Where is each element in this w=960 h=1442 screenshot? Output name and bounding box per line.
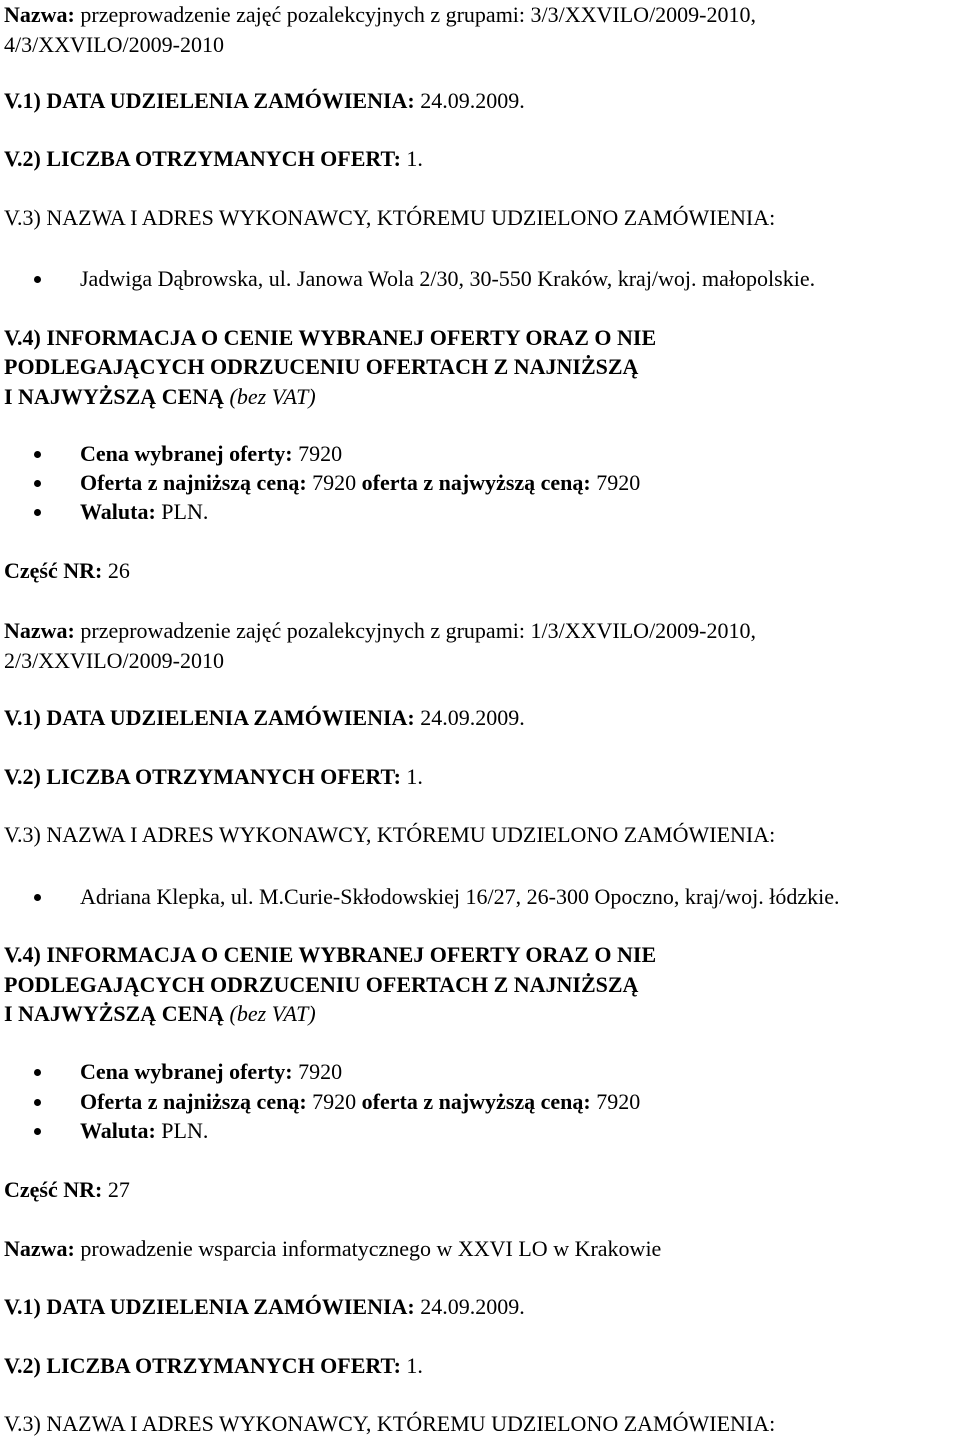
bullet-icon xyxy=(34,1069,41,1076)
oferta-ceny-item xyxy=(80,470,640,496)
bullet-icon xyxy=(34,276,41,283)
data-udzielenia-label: V.1) DATA UDZIELENIA ZAMÓWIENIA: xyxy=(4,1294,415,1319)
cena-wybranej-item xyxy=(80,441,342,467)
wykonawca-heading: V.3) NAZWA I ADRES WYKONAWCY, KTÓREMU UDZIELONO ZAMÓWIENIA: xyxy=(4,822,776,847)
cena-wybranej-label: Cena wybranej oferty: xyxy=(80,1059,293,1084)
waluta-value: PLN. xyxy=(161,1118,209,1143)
cena-wybranej-item xyxy=(80,1059,342,1085)
oferta-najwyzsza-label: oferta z najwyższą ceną: xyxy=(361,1089,591,1114)
waluta-label: Waluta: xyxy=(80,1118,156,1143)
wykonawca-heading: V.3) NAZWA I ADRES WYKONAWCY, KTÓREMU UDZIELONO ZAMÓWIENIA: xyxy=(4,205,776,230)
informacja-cena-heading-3 xyxy=(4,1001,316,1027)
oferta-najnizsza-label: Oferta z najniższą ceną: xyxy=(80,1089,307,1114)
bullet-icon xyxy=(34,451,41,458)
nazwa-value: prowadzenie wsparcia informatycznego w XXVI LO w Krakowie xyxy=(80,1236,662,1261)
data-udzielenia-label: V.1) DATA UDZIELENIA ZAMÓWIENIA: xyxy=(4,705,415,730)
bullet-icon xyxy=(34,480,41,487)
nazwa-line xyxy=(4,618,756,644)
bullet-icon xyxy=(34,1099,41,1106)
nazwa-value: przeprowadzenie zajęć pozalekcyjnych z grupami: 1/3/XXVILO/2009-2010, xyxy=(80,618,757,643)
wykonawca-heading: V.3) NAZWA I ADRES WYKONAWCY, KTÓREMU UDZIELONO ZAMÓWIENIA: xyxy=(4,1411,776,1436)
oferta-najwyzsza-value: 7920 xyxy=(596,470,641,495)
liczba-ofert-line xyxy=(4,146,423,172)
waluta-label: Waluta: xyxy=(80,499,156,524)
oferta-ceny-item xyxy=(80,1089,640,1115)
data-udzielenia-value: 24.09.2009. xyxy=(420,88,525,113)
wykonawca-item xyxy=(80,884,839,910)
nazwa-line xyxy=(4,1236,661,1262)
liczba-ofert-line xyxy=(4,1353,423,1379)
informacja-cena-heading-2: PODLEGAJĄCYCH ODRZUCENIU OFERTACH Z NAJNIŻSZĄ xyxy=(4,354,639,379)
liczba-ofert-label: V.2) LICZBA OTRZYMANYCH OFERT: xyxy=(4,146,401,171)
nazwa-label: Nazwa: xyxy=(4,618,75,643)
informacja-cena-heading-1: V.4) INFORMACJA O CENIE WYBRANEJ OFERTY ORAZ O NIE xyxy=(4,942,657,967)
nazwa-label: Nazwa: xyxy=(4,1236,75,1261)
cena-wybranej-value: 7920 xyxy=(298,1059,343,1084)
waluta-item xyxy=(80,499,208,525)
waluta-value: PLN. xyxy=(161,499,209,524)
liczba-ofert-value: 1. xyxy=(406,764,423,789)
oferta-najwyzsza-value: 7920 xyxy=(596,1089,641,1114)
czesc-nr-label: Część NR: xyxy=(4,1177,103,1202)
data-udzielenia-label: V.1) DATA UDZIELENIA ZAMÓWIENIA: xyxy=(4,88,415,113)
oferta-najnizsza-label: Oferta z najniższą ceną: xyxy=(80,470,307,495)
liczba-ofert-label: V.2) LICZBA OTRZYMANYCH OFERT: xyxy=(4,764,401,789)
data-udzielenia-line xyxy=(4,705,525,731)
najwyzsza-cena-label: I NAJWYŻSZĄ CENĄ xyxy=(4,1001,225,1026)
nazwa-label: Nazwa: xyxy=(4,2,75,27)
nazwa-line-continued: 2/3/XXVILO/2009-2010 xyxy=(4,648,224,673)
czesc-nr-line xyxy=(4,558,130,584)
oferta-najwyzsza-label: oferta z najwyższą ceną: xyxy=(361,470,591,495)
oferta-najnizsza-value: 7920 xyxy=(312,1089,357,1114)
informacja-cena-heading-2: PODLEGAJĄCYCH ODRZUCENIU OFERTACH Z NAJNIŻSZĄ xyxy=(4,972,639,997)
wykonawca-value: Adriana Klepka, ul. M.Curie-Skłodowskiej 16/27, 26-300 Opoczno, kraj/woj. łódzkie. xyxy=(80,884,840,909)
liczba-ofert-value: 1. xyxy=(406,146,423,171)
czesc-nr-value: 26 xyxy=(107,558,130,583)
nazwa-value: przeprowadzenie zajęć pozalekcyjnych z grupami: 3/3/XXVILO/2009-2010, xyxy=(80,2,757,27)
najwyzsza-cena-label: I NAJWYŻSZĄ CENĄ xyxy=(4,384,225,409)
bullet-icon xyxy=(34,1128,41,1135)
bez-vat-label: (bez VAT) xyxy=(229,384,316,409)
nazwa-line xyxy=(4,2,756,28)
bullet-icon xyxy=(34,894,41,901)
czesc-nr-value: 27 xyxy=(107,1177,130,1202)
liczba-ofert-label: V.2) LICZBA OTRZYMANYCH OFERT: xyxy=(4,1353,401,1378)
bez-vat-label: (bez VAT) xyxy=(229,1001,316,1026)
data-udzielenia-line xyxy=(4,88,525,114)
informacja-cena-heading-3 xyxy=(4,384,316,410)
cena-wybranej-label: Cena wybranej oferty: xyxy=(80,441,293,466)
wykonawca-value: Jadwiga Dąbrowska, ul. Janowa Wola 2/30, 30-550 Kraków, kraj/woj. małopolskie. xyxy=(80,266,816,291)
nazwa-line-continued: 4/3/XXVILO/2009-2010 xyxy=(4,32,224,57)
oferta-najnizsza-value: 7920 xyxy=(312,470,357,495)
data-udzielenia-line xyxy=(4,1294,525,1320)
bullet-icon xyxy=(34,509,41,516)
liczba-ofert-line xyxy=(4,764,423,790)
cena-wybranej-value: 7920 xyxy=(298,441,343,466)
wykonawca-item xyxy=(80,266,815,292)
czesc-nr-line xyxy=(4,1177,130,1203)
liczba-ofert-value: 1. xyxy=(406,1353,423,1378)
data-udzielenia-value: 24.09.2009. xyxy=(420,705,525,730)
waluta-item xyxy=(80,1118,208,1144)
czesc-nr-label: Część NR: xyxy=(4,558,103,583)
informacja-cena-heading-1: V.4) INFORMACJA O CENIE WYBRANEJ OFERTY ORAZ O NIE xyxy=(4,325,657,350)
data-udzielenia-value: 24.09.2009. xyxy=(420,1294,525,1319)
